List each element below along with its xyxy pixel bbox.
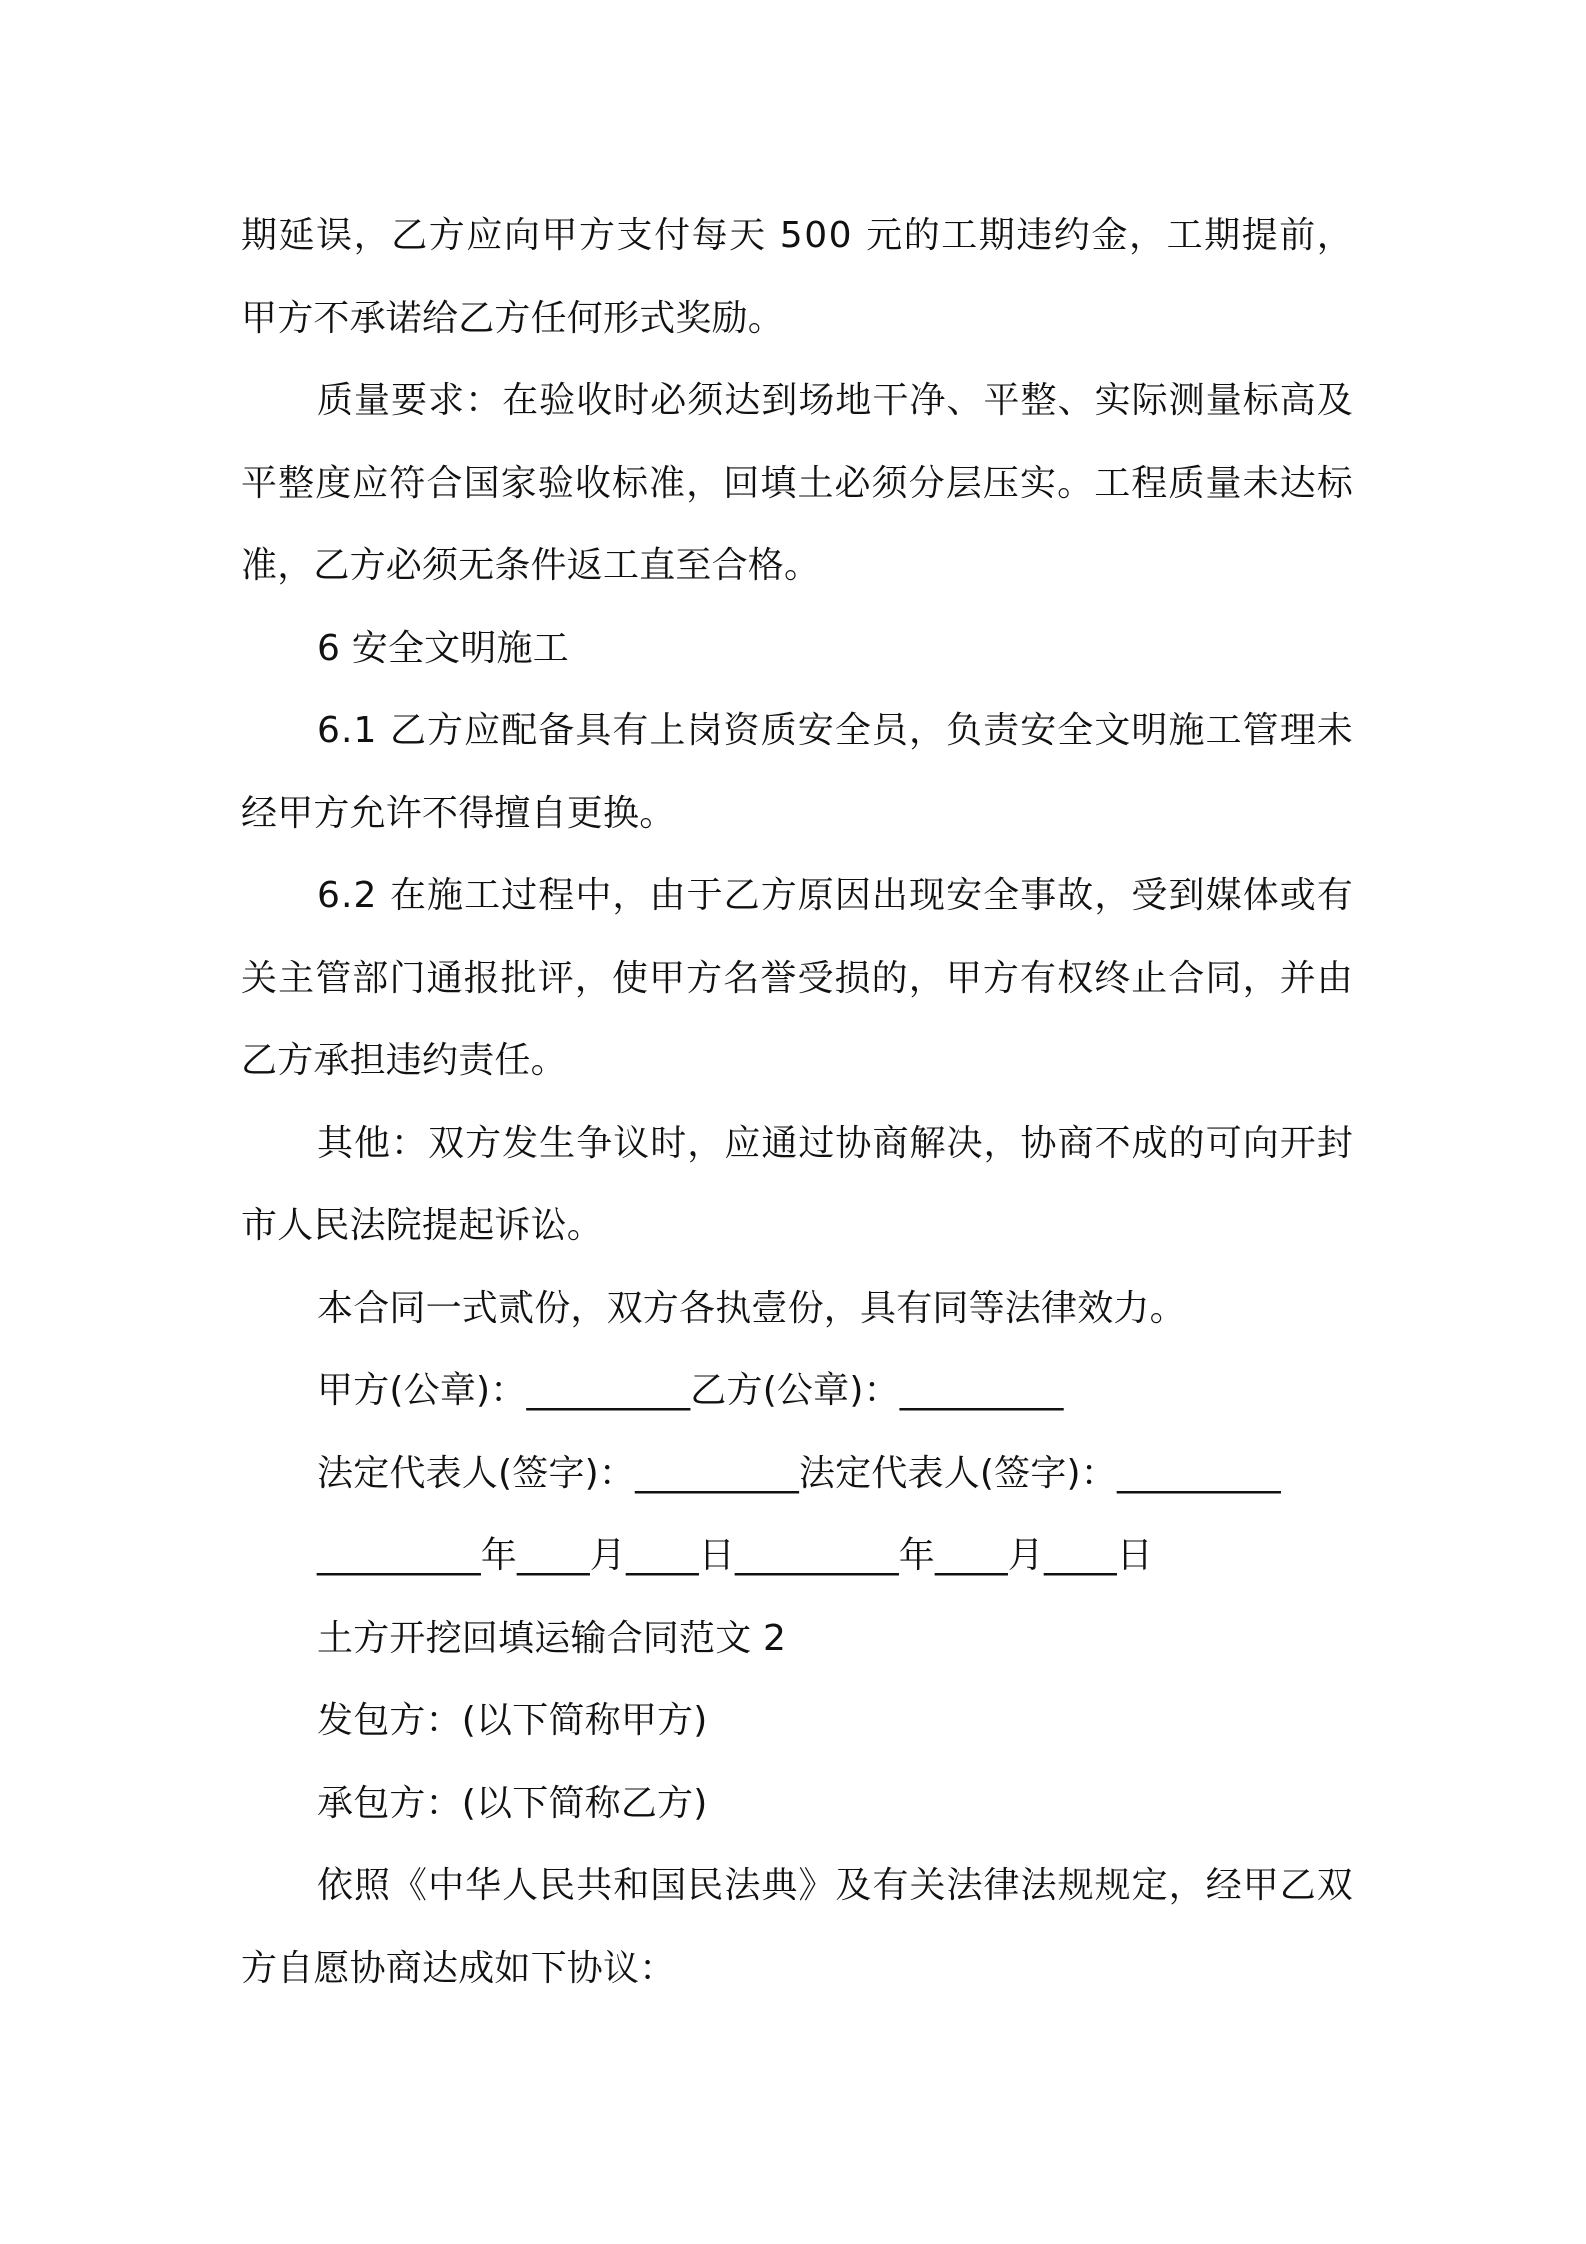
document-text-line: 关主管部门通报批评，使甲方名誉受损的，甲方有权终止合同，并由 [241, 957, 1354, 999]
document-text-line: 本合同一式贰份，双方各执壹份，具有同等法律效力。 [317, 1287, 1186, 1329]
document-text-line: 承包方：(以下简称乙方) [317, 1782, 708, 1824]
document-text-line: 质量要求：在验收时必须达到场地干净、平整、实际测量标高及 [317, 380, 1354, 421]
document-text-line: 6 安全文明施工 [317, 627, 569, 669]
document-body [241, 195, 1353, 2010]
document-text-line: 6.1 乙方应配备具有上岗资质安全员，负责安全文明施工管理未 [317, 710, 1354, 751]
document-text-line: _________年____月____日_________年____月____日 [317, 1535, 1153, 1576]
document-text-line: 土方开挖回填运输合同范文 2 [317, 1617, 787, 1659]
document-text-line: 经甲方允许不得擅自更换。 [241, 792, 676, 834]
document-text-line: 依照《中华人民共和国民法典》及有关法律法规规定，经甲乙双 [317, 1865, 1354, 1906]
document-text-line: 准，乙方必须无条件返工直至合格。 [241, 545, 821, 586]
document-text-line: 其他：双方发生争议时，应通过协商解决，协商不成的可向开封 [317, 1122, 1354, 1164]
document-text-line: 方自愿协商达成如下协议： [241, 1947, 676, 1989]
document-text-line: 发包方：(以下简称甲方) [317, 1700, 708, 1741]
document-text-line: 甲方不承诺给乙方任何形式奖励。 [241, 297, 785, 339]
document-text-line: 6.2 在施工过程中，由于乙方原因出现安全事故，受到媒体或有 [317, 875, 1354, 916]
document-text-line: 乙方承担违约责任。 [241, 1040, 567, 1081]
document-text-line: 法定代表人(签字)：_________法定代表人(签字)：_________ [317, 1452, 1281, 1494]
document-text-line: 平整度应符合国家验收标准，回填土必须分层压实。工程质量未达标 [241, 462, 1354, 504]
document-text-line: 期延误，乙方应向甲方支付每天 500 元的工期违约金，工期提前， [241, 215, 1355, 256]
document-text-line: 市人民法院提起诉讼。 [241, 1205, 604, 1246]
document-text-line: 甲方(公章)：_________乙方(公章)：_________ [317, 1370, 1064, 1411]
